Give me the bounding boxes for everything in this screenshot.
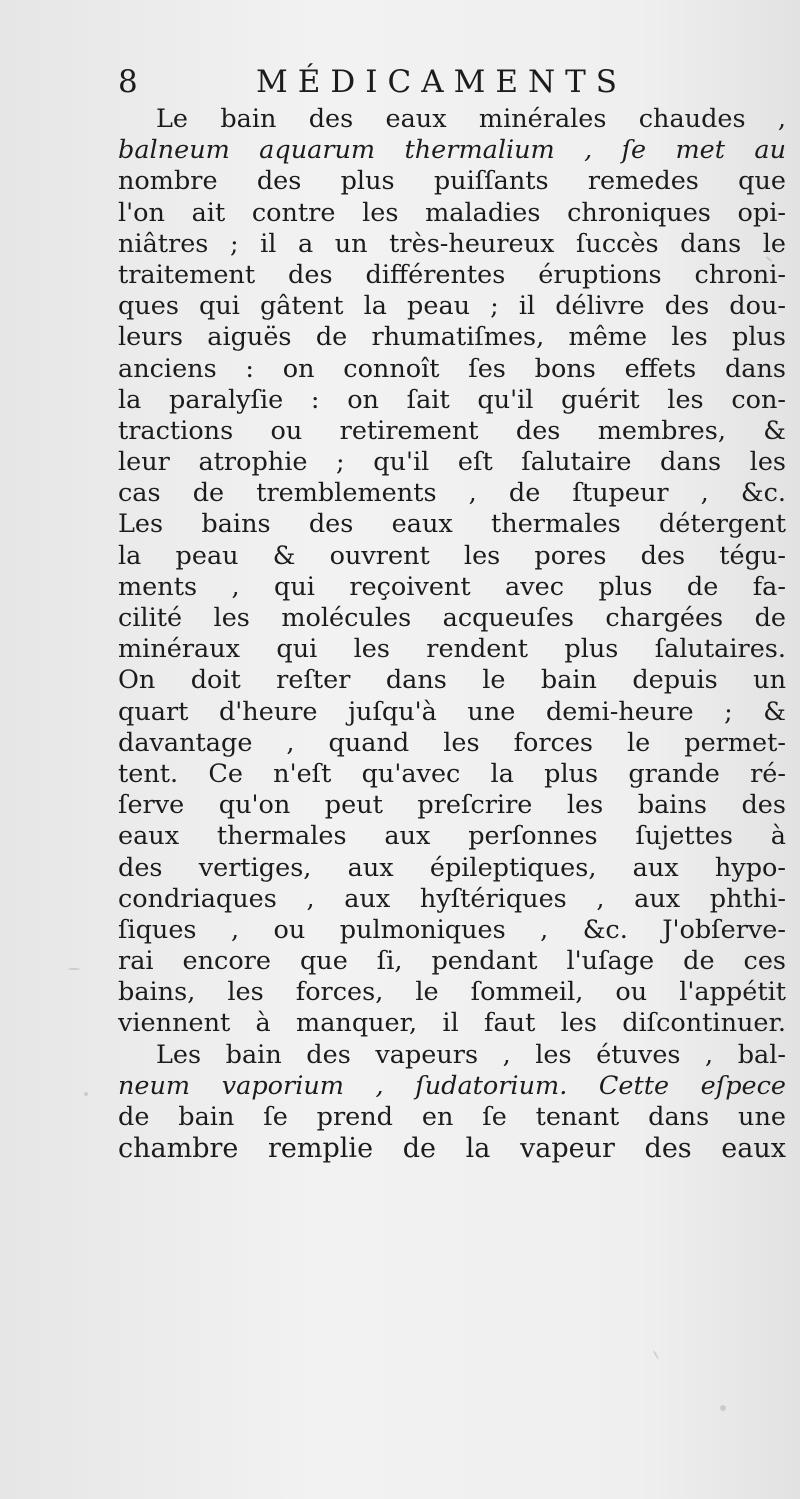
text-line: Les bain des vapeurs , les étuves , bal-	[156, 1039, 786, 1070]
text-line: ments , qui reçoivent avec plus de fa-	[118, 571, 786, 602]
text-line: ques qui gâtent la peau ; il délivre des dou-	[118, 291, 786, 322]
text-line: minéraux qui les rendent plus ſalutaires.	[118, 634, 786, 665]
body-text	[118, 104, 786, 1164]
paper-speck	[720, 1405, 726, 1411]
running-head: MÉDICAMENTS	[256, 64, 627, 100]
text-line: ſerve qu'on peut preſcrire les bains des	[118, 790, 786, 821]
text-line: tent. Ce n'eſt qu'avec la plus grande ré-	[118, 758, 786, 789]
text-line: nombre des plus puiſſants remedes que	[118, 166, 786, 197]
text-line: On doit reſter dans le bain depuis un	[118, 665, 786, 696]
text-line: la peau & ouvrent les pores des tégu-	[118, 540, 786, 571]
text-line: niâtres ; il a un très-heureux ſuccès dans le	[118, 228, 786, 259]
text-line: rai encore que ſi, pendant l'uſage de ces	[118, 946, 786, 977]
text-line: traitement des différentes éruptions chroni-	[118, 259, 786, 290]
text-line: l'on ait contre les maladies chroniques opi-	[118, 197, 786, 228]
text-line: cas de tremblements , de ſtupeur , &c.	[118, 478, 786, 509]
text-line: de bain ſe prend en ſe tenant dans une	[118, 1102, 786, 1132]
page-number: 8	[118, 64, 138, 100]
text-line: tractions ou retirement des membres, &	[118, 415, 786, 446]
text-line: davantage , quand les forces le permet-	[118, 727, 786, 758]
text-line: des vertiges, aux épileptiques, aux hypo-	[118, 852, 786, 883]
text-line: anciens : on connoît ſes bons effets dans	[118, 353, 786, 384]
text-line: condriaques , aux hyſtériques , aux phthi-	[118, 883, 786, 914]
text-line: viennent à manquer, il faut les diſcontinuer.	[118, 1008, 786, 1039]
text-line: balneum aquarum thermalium , ſe met au	[118, 135, 786, 166]
text-line: la paralyſie : on ſait qu'il guérit les con-	[118, 384, 786, 415]
text-line: leur atrophie ; qu'il eſt ſalutaire dans les	[118, 447, 786, 478]
text-line: bains, les forces, le ſommeil, ou l'appétit	[118, 977, 786, 1008]
paper-speck	[84, 1092, 88, 1096]
text-line: cilité les molécules acqueuſes chargées de	[118, 603, 786, 633]
text-line: chambre remplie de la vapeur des eaux	[118, 1133, 786, 1165]
text-line: leurs aiguës de rhumatiſmes, même les plus	[118, 322, 786, 353]
text-line: ſiques , ou pulmoniques , &c. J'obſerve-	[118, 914, 786, 945]
text-line: quart d'heure juſqu'à une demi-heure ; &	[118, 696, 786, 727]
paper-speck	[653, 1350, 660, 1360]
text-line: Les bains des eaux thermales détergent	[118, 509, 786, 540]
paper-speck	[68, 968, 80, 970]
text-line: Le bain des eaux minérales chaudes ,	[156, 104, 786, 134]
text-line: eaux thermales aux perſonnes ſujettes à	[118, 821, 786, 852]
page-header	[118, 62, 778, 102]
text-line: neum vaporium , ſudatorium. Cette eſpece	[118, 1070, 786, 1101]
